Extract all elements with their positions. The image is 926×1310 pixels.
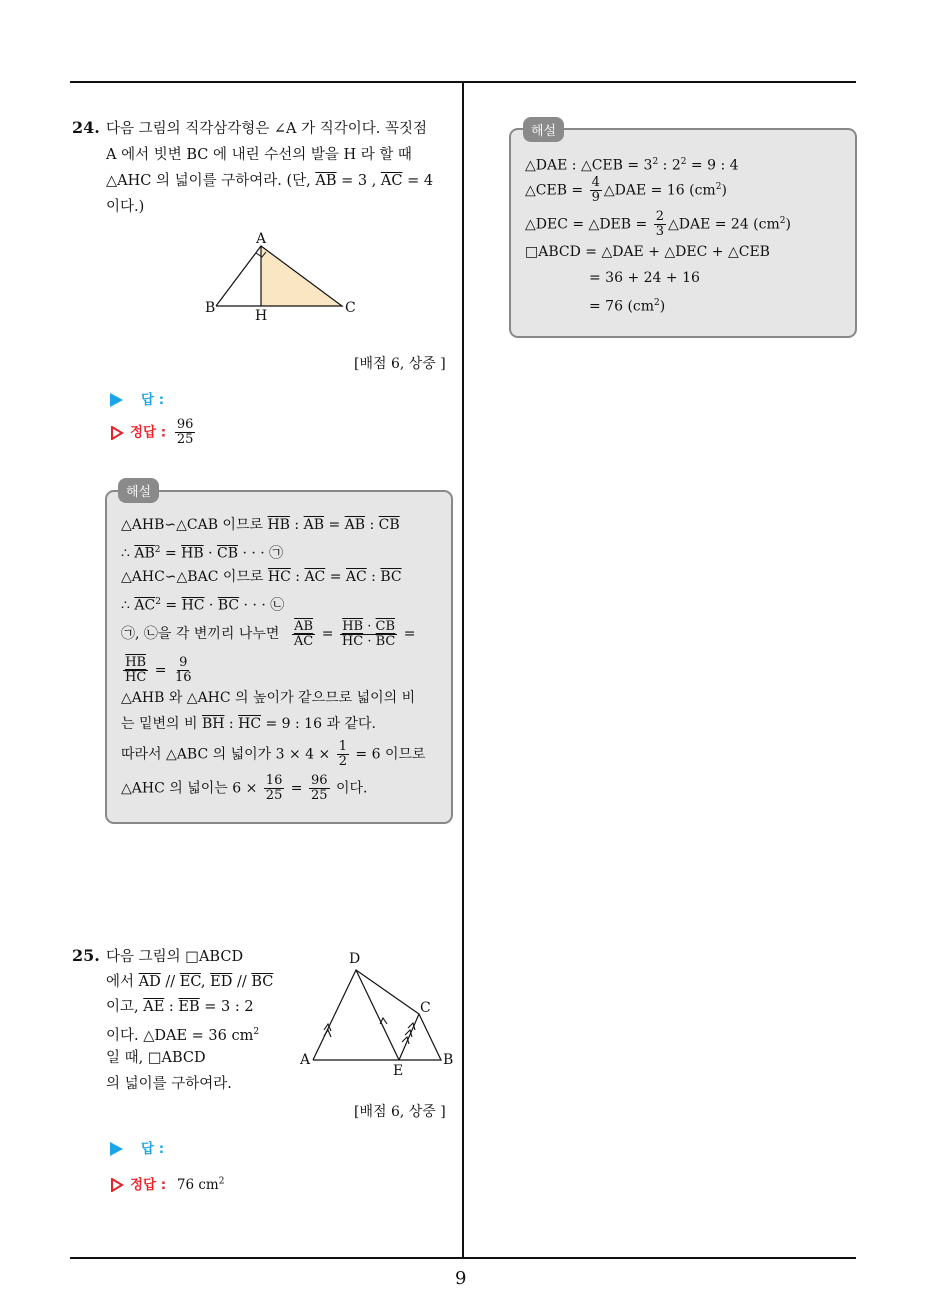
vertex-label-h: H bbox=[255, 308, 268, 324]
question-text-line: 일 때, □ABCD bbox=[106, 1050, 206, 1066]
answer-label: 답 : bbox=[141, 1141, 165, 1157]
correct-answer-line bbox=[110, 418, 197, 447]
question-number: 25. bbox=[72, 946, 100, 965]
solution-line: 따라서 △ABC 의 넓이가 3 × 4 × $\frac{1}{2}$ = 6 이므로 bbox=[121, 739, 426, 769]
correct-answer-line bbox=[110, 1173, 224, 1193]
segment-ed bbox=[356, 970, 399, 1060]
solution-line: △AHC 의 넓이는 6 × $\frac{16}{25}$ = $\frac{96}{25}$ 이다. bbox=[121, 773, 368, 803]
solution-tag: 해설 bbox=[523, 117, 564, 142]
play-icon bbox=[110, 1142, 123, 1156]
solution-tag: 해설 bbox=[118, 478, 159, 503]
solution-line: △DEC = △DEB = $\frac{2}{3}$ △DAE = 24 $(cm^2)$ bbox=[525, 209, 791, 239]
answer-line bbox=[110, 1137, 164, 1157]
column-divider bbox=[462, 83, 464, 1258]
vertex-label-a: A bbox=[300, 1052, 311, 1068]
vertex-label-d: D bbox=[349, 951, 361, 967]
play-icon bbox=[110, 393, 123, 407]
correct-answer-value: 76 $cm^2$ bbox=[176, 1176, 225, 1193]
vertex-label-e: E bbox=[393, 1063, 404, 1079]
vertex-label-c: C bbox=[420, 1000, 431, 1016]
correct-answer-label: 정답 : bbox=[130, 424, 167, 441]
solution-line: $\frac{\overline{HB}}{HC}$ = $\frac{9}{16}$ bbox=[125, 655, 192, 685]
vertex-label-b: B bbox=[205, 300, 216, 316]
question-text-line: 의 넓이를 구하여라. bbox=[106, 1076, 232, 1092]
correct-answer-label: 정답 : bbox=[130, 1177, 167, 1193]
solution-line: △AHB∽△CAB 이므로 $\overline{HB}$ : $\overline{AB} = \overline{AB}$ : $\overline{CB}$ bbox=[121, 517, 400, 533]
answer-line bbox=[110, 388, 164, 408]
quadrilateral-figure bbox=[305, 960, 465, 1070]
question-text-line: 에서 $\overline{AD} // \overline{EC}$, $\overline{ED} // \overline{BC}$ bbox=[106, 974, 274, 990]
solution-line: ∴ $\overline{AB}^2 = \overline{HB} \cdot \overline{CB}$ · · · ㉠ bbox=[121, 545, 284, 562]
outline-triangle-icon bbox=[110, 1178, 124, 1192]
segment-ec bbox=[399, 1014, 419, 1060]
vertex-label-c: C bbox=[345, 300, 356, 316]
question-text-line: 이다.) bbox=[106, 199, 145, 215]
question-text-line: 이다. △DAE = 36 $cm^2$ bbox=[106, 1027, 260, 1044]
solution-line: △AHB 와 △AHC 의 높이가 같으므로 넓이의 비 bbox=[121, 690, 416, 706]
solution-line: □ABCD = △DAE + △DEC + △CEB bbox=[525, 244, 770, 260]
solution-line: ㉠, ㉡을 각 변끼리 나누면 $\frac{\overline{AB}}{AC}$ = $\frac{\overline{HB} \cdot \overline{CB}}{\overline{HC} \cdot \overline{BC}}$ = bbox=[121, 618, 416, 649]
solution-line: △AHC∽△BAC 이므로 $\overline{HC}$ : $\overline{AC} = \overline{AC}$ : $\overline{BC}$ bbox=[121, 569, 402, 585]
question-number: 24. bbox=[72, 118, 100, 137]
question-text-line: △AHC 의 넓이를 구하여라. (단, $\overline{AB} = 3$ , $\overline{AC} = 4$ bbox=[106, 173, 434, 189]
points-info: [배점 6, 상중 ] bbox=[354, 356, 446, 372]
correct-answer-value: $\frac{96}{25}$ bbox=[176, 417, 194, 447]
solution-line: △DAE : △CEB = $3^2$ : $2^2 = 9$ : 4 bbox=[525, 157, 739, 174]
question-text-line: 다음 그림의 □ABCD bbox=[106, 949, 244, 965]
solution-line: = 36 + 24 + 16 bbox=[589, 270, 700, 286]
points-info: [배점 6, 상중 ] bbox=[354, 1104, 446, 1120]
question-text-line: A 에서 빗변 BC 에 내린 수선의 발을 H 라 할 때 bbox=[106, 147, 412, 163]
solution-line: 는 밑변의 비 $\overline{BH}$ : $\overline{HC} = 9$ : 16 과 같다. bbox=[121, 716, 376, 732]
page-number: 9 bbox=[455, 1268, 467, 1289]
question-text-line: 다음 그림의 직각삼각형은 ∠A 가 직각이다. 꼭짓점 bbox=[106, 121, 428, 137]
question-text-line: 이고, $\overline{AE}$ : $\overline{EB} = 3$ : 2 bbox=[106, 999, 254, 1015]
solution-line: = 76 $(cm^2)$ bbox=[589, 298, 666, 315]
solution-line: △CEB = $\frac{4}{9}$ △DAE = 16 $(cm^2)$ bbox=[525, 175, 727, 205]
vertex-label-a: A bbox=[256, 231, 267, 247]
parallel-arrow-marks bbox=[324, 1018, 415, 1044]
solution-line: ∴ $\overline{AC}^2 = \overline{HC} \cdot \overline{BC}$ · · · ㉡ bbox=[121, 597, 285, 614]
solution-box bbox=[509, 128, 857, 338]
bottom-rule bbox=[70, 1257, 856, 1259]
vertex-label-b: B bbox=[443, 1052, 454, 1068]
answer-label: 답 : bbox=[141, 392, 165, 408]
solution-box bbox=[105, 490, 453, 824]
outline-triangle-icon bbox=[110, 426, 124, 440]
